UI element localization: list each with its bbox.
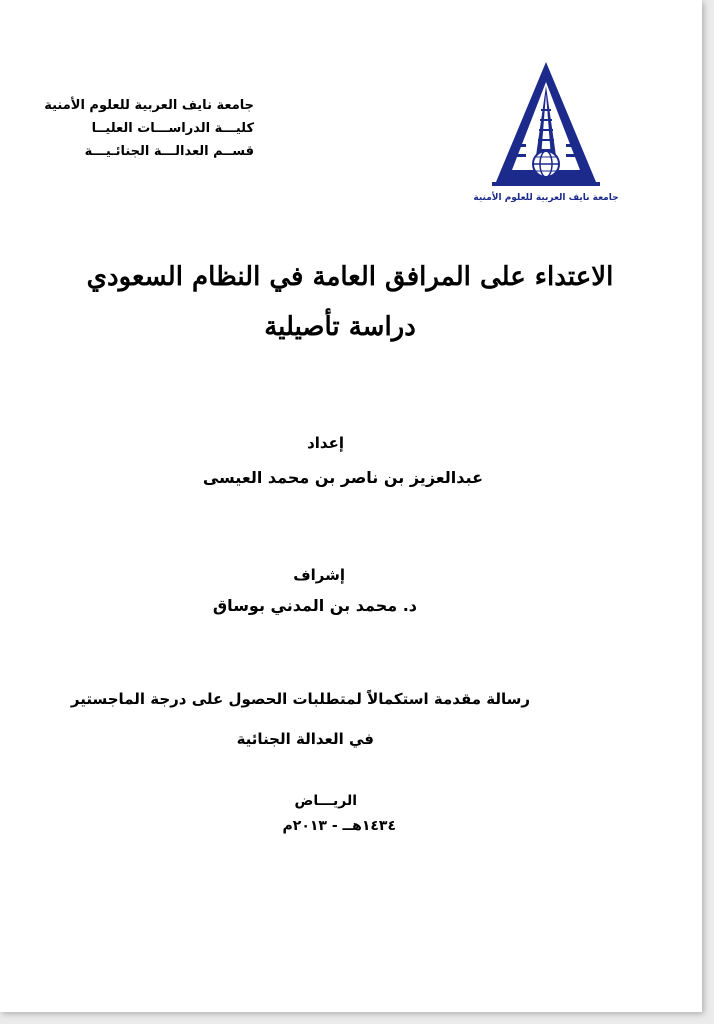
thesis-subtitle: دراسة تأصيلية xyxy=(264,312,416,342)
author-name: عبدالعزيز بن ناصر بن محمد العيسى xyxy=(202,468,483,487)
thesis-statement: رسالة مقدمة استكمالاً لمتطلبات الحصول على درجة الماجستير xyxy=(70,690,530,708)
thesis-field: في العدالة الجنائية xyxy=(236,730,374,748)
city-name: الريـــاض xyxy=(294,793,357,809)
university-header xyxy=(34,94,254,163)
university-logo-icon xyxy=(473,60,619,208)
logo-caption: جامعة نايف العربية للعلوم الأمنية xyxy=(473,193,619,203)
logo-acronym: NAUSS xyxy=(532,175,560,183)
preparation-label: إعداد xyxy=(307,434,344,452)
university-name: جامعة نايف العربية للعلوم الأمنية xyxy=(44,98,254,113)
supervisor-name: د. محمد بن المدني بوساق xyxy=(212,596,417,615)
supervision-label: إشراف xyxy=(293,566,345,584)
department-name: قســم العدالـــة الجنائـيـــة xyxy=(84,144,254,159)
publication-date: ١٤٣٤هــ - ٢٠١٣م xyxy=(282,818,396,834)
college-name: كليـــة الدراســـات العليــا xyxy=(91,121,254,136)
thesis-title: الاعتداء على المرافق العامة في النظام السعودي xyxy=(86,262,614,292)
